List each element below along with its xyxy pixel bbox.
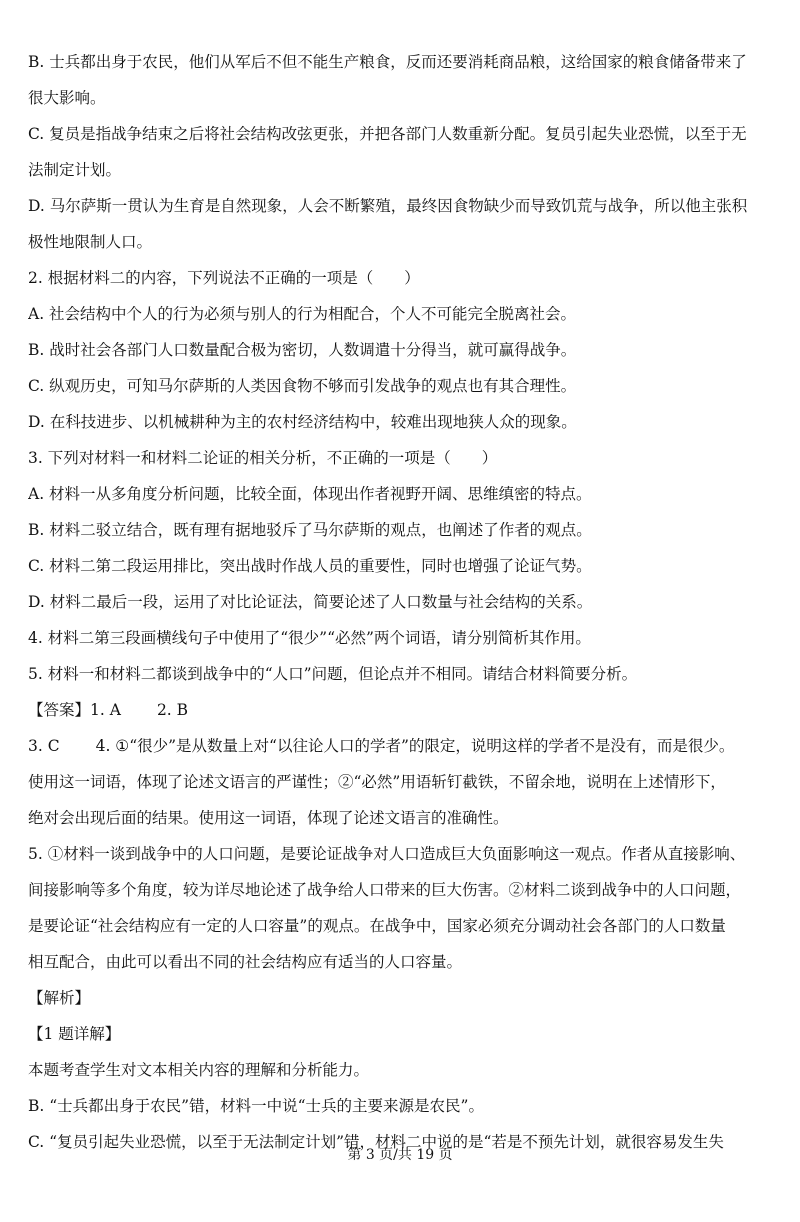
answer-4-line-3: 绝对会出现后面的结果。使用这一词语，体现了论述文语言的准确性。 [28,809,509,827]
question-5: 5. 材料一和材料二都谈到战争中的“人口”问题，但论点并不相同。请结合材料简要分析。 [28,665,638,683]
q3-option-c: C. 材料二第二段运用排比，突出战时作战人员的重要性，同时也增强了论证气势。 [28,557,592,575]
answer-heading: 【答案】 [28,701,91,719]
answer-line-2 [28,728,774,764]
q2-option-d: D. 在科技进步、以机械耕种为主的农村经济结构中，较难出现地狭人众的现象。 [28,413,577,431]
answer-5-line-2: 间接影响等多个角度，较为详尽地论述了战争给人口带来的巨大伤害。②材料二谈到战争中的人口问题， [28,881,742,899]
question-2: 2. 根据材料二的内容，下列说法不正确的一项是（ ） [28,269,420,287]
analysis-heading: 【解析】 [28,989,91,1007]
option-b-line-2: 很大影响。 [28,89,106,107]
page-footer: 第 3 页/共 19 页 [347,1147,453,1163]
answer-line-1 [28,692,774,728]
analysis-line-3: C. “复员引起失业恐慌，以至于无法制定计划”错，材料二中说的是“若是不预先计划，就很容易发生失 [28,1133,724,1151]
analysis-line-1: 本题考查学生对文本相关内容的理解和分析能力。 [28,1061,370,1079]
q2-option-b: B. 战时社会各部门人口数量配合极为密切，人数调遣十分得当，就可赢得战争。 [28,341,577,359]
answer-5-line-1: 5. ①材料一谈到战争中的人口问题，是要论证战争对人口造成巨大负面影响这一观点。作者从直接影响、 [28,845,746,863]
document-body [28,44,774,1160]
option-c-line-1: C. 复员是指战争结束之后将社会结构改弦更张，并把各部门人数重新分配。复员引起失业恐慌，以至于无 [28,125,747,143]
answer-1: 1. A [90,701,121,719]
q2-option-a: A. 社会结构中个人的行为必须与别人的行为相配合，个人不可能完全脱离社会。 [28,305,577,323]
answer-4-line-2: 使用这一词语，体现了论述文语言的严谨性；②“必然”用语斩钉截铁，不留余地，说明在上述情形下， [28,773,726,791]
q3-option-b: B. 材料二驳立结合，既有理有据地驳斥了马尔萨斯的观点，也阐述了作者的观点。 [28,521,592,539]
analysis-line-2: B. “士兵都出身于农民”错，材料一中说“士兵的主要来源是农民”。 [28,1097,484,1115]
q2-option-c: C. 纵观历史，可知马尔萨斯的人类因食物不够而引发战争的观点也有其合理性。 [28,377,577,395]
answer-2: 2. B [156,701,189,719]
question-4: 4. 材料二第三段画横线句子中使用了“很少”“必然”两个词语，请分别简析其作用。 [28,629,591,647]
answer-4-line-1: 4. ①“很少”是从数量上对“以往论人口的学者”的限定，说明这样的学者不是没有，而是很少。 [95,737,735,755]
q3-option-d: D. 材料二最后一段，运用了对比论证法，简要论述了人口数量与社会结构的关系。 [28,593,593,611]
question-3: 3. 下列对材料一和材料二论证的相关分析，不正确的一项是（ ） [28,449,498,467]
answer-3: 3. C [28,737,60,755]
option-d-line-2: 极性地限制人口。 [28,233,153,251]
option-d-line-1: D. 马尔萨斯一贯认为生育是自然现象，人会不断繁殖，最终因食物缺少而导致饥荒与战争，所以他主张积 [28,197,748,215]
option-c-line-2: 法制定计划。 [28,161,122,179]
answer-5-line-4: 相互配合，由此可以看出不同的社会结构应有适当的人口容量。 [28,953,463,971]
analysis-subheading: 【1 题详解】 [28,1025,121,1043]
q3-option-a: A. 材料一从多角度分析问题，比较全面，体现出作者视野开阔、思维缜密的特点。 [28,485,592,503]
answer-5-line-3: 是要论证“社会结构应有一定的人口容量”的观点。在战争中，国家必须充分调动社会各部门的人口数量 [28,917,726,935]
option-b-line-1: B. 士兵都出身于农民，他们从军后不但不能生产粮食，反而还要消耗商品粮，这给国家的粮食储备带来了 [28,53,747,71]
